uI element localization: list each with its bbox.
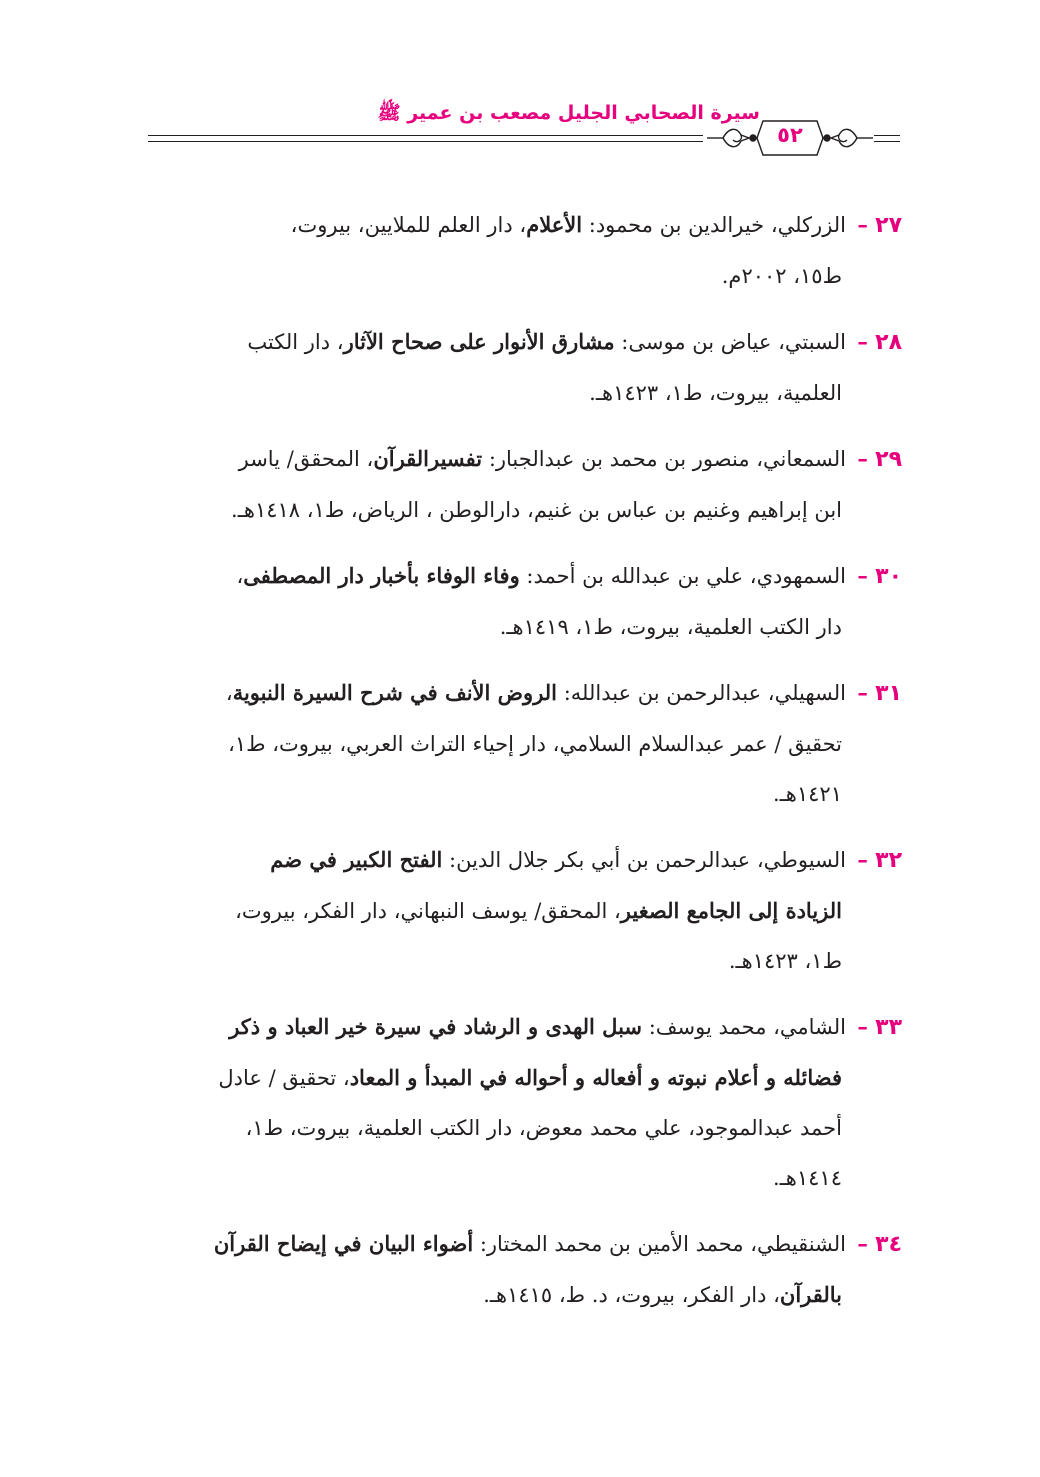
reference-publisher: ، دار الكتب bbox=[247, 330, 344, 354]
reference-number: ٣٣ bbox=[875, 1015, 902, 1040]
reference-item bbox=[140, 1002, 902, 1203]
reference-publisher: ، دار العلم للملايين، بيروت، bbox=[290, 213, 527, 237]
reference-dash: – bbox=[850, 847, 876, 872]
reference-publisher: ، المحقق/ يوسف النبهاني، دار الفكر، بيروت، bbox=[235, 899, 621, 923]
reference-dash: – bbox=[850, 680, 876, 705]
reference-item bbox=[140, 317, 902, 418]
header-rule-right-bottom bbox=[874, 141, 900, 142]
reference-dash: – bbox=[850, 1014, 876, 1039]
reference-dash: – bbox=[850, 1231, 876, 1256]
reference-author: الزركلي، خيرالدين بن محمود: bbox=[582, 213, 847, 237]
reference-continuation bbox=[140, 886, 902, 936]
reference-title: أضواء البيان في إيضاح القرآن bbox=[213, 1231, 474, 1256]
reference-item bbox=[140, 668, 902, 819]
reference-author: السيوطي، عبدالرحمن بن أبي بكر جلال الدين: bbox=[442, 848, 847, 872]
reference-author: الشنقيطي، محمد الأمين بن محمد المختار: bbox=[473, 1232, 847, 1256]
reference-continuation: ابن إبراهيم وغنيم بن عباس بن غنيم، دارالوطن ، الرياض، ط١، ١٤١٨هـ. bbox=[231, 498, 842, 522]
reference-number: ٢٨ bbox=[875, 330, 902, 355]
reference-continuation: ط١٥، ٢٠٠٢م. bbox=[721, 264, 842, 288]
reference-dash: – bbox=[850, 563, 876, 588]
reference-dash: – bbox=[850, 329, 876, 354]
reference-author: السهيلي، عبدالرحمن بن عبدالله: bbox=[557, 681, 847, 705]
reference-continuation: ١٤٢١هـ. bbox=[772, 782, 842, 806]
reference-author: السمهودي، علي بن عبدالله بن أحمد: bbox=[519, 564, 847, 588]
reference-title: الروض الأنف في شرح السيرة النبوية bbox=[232, 680, 558, 705]
header-rule-right-top bbox=[874, 135, 900, 136]
reference-continuation: العلمية، بيروت، ط١، ١٤٢٣هـ. bbox=[589, 381, 842, 405]
header-rule-bottom bbox=[148, 141, 703, 142]
page-header bbox=[140, 95, 900, 165]
running-title: سيرة الصحابي الجليل مصعب بن عمير ﷺ bbox=[377, 102, 760, 124]
reference-dash: – bbox=[850, 446, 876, 471]
reference-title: الفتح الكبير في ضم bbox=[270, 847, 443, 872]
reference-publisher: ، المحقق/ ياسر bbox=[238, 447, 374, 471]
reference-publisher: ، تحقيق / عادل bbox=[218, 1066, 350, 1090]
reference-title: مشارق الأنوار على صحاح الآثار bbox=[343, 329, 615, 354]
reference-publisher: ، bbox=[225, 681, 233, 705]
reference-title: سبل الهدى و الرشاد في سيرة خير العباد و ذكر bbox=[229, 1014, 643, 1039]
reference-continuation: تحقيق / عمر عبدالسلام السلامي، دار إحياء التراث العربي، بيروت، ط١، bbox=[228, 732, 842, 756]
reference-continuation: ط١، ١٤٢٣هـ. bbox=[728, 949, 842, 973]
reference-continuation bbox=[140, 1270, 902, 1320]
reference-number: ٣١ bbox=[875, 681, 902, 706]
reference-title-continued: فضائله و أعلام نبوته و أفعاله و أحواله في المبدأ و المعاد bbox=[349, 1065, 842, 1090]
reference-number: ٣٢ bbox=[875, 848, 902, 873]
reference-item bbox=[140, 835, 902, 986]
reference-item bbox=[140, 551, 902, 652]
reference-item bbox=[140, 434, 902, 535]
reference-continuation: أحمد عبدالموجود، علي محمد معوض، دار الكتب العلمية، بيروت، ط١، bbox=[245, 1116, 842, 1140]
reference-title: الأعلام bbox=[526, 212, 583, 237]
header-rule-top bbox=[148, 135, 703, 136]
reference-dash: – bbox=[850, 212, 876, 237]
reference-number: ٣٤ bbox=[875, 1232, 902, 1257]
references-list bbox=[140, 200, 902, 1336]
reference-number: ٣٠ bbox=[875, 564, 902, 589]
reference-title: تفسيرالقرآن bbox=[373, 446, 483, 471]
reference-title: وفاء الوفاء بأخبار دار المصطفى bbox=[243, 563, 520, 588]
reference-number: ٢٩ bbox=[875, 447, 902, 472]
reference-continuation bbox=[140, 1053, 902, 1103]
page-number: ٥٢ bbox=[777, 123, 803, 147]
reference-title-continued: بالقرآن bbox=[779, 1282, 842, 1307]
reference-continuation: دار الكتب العلمية، بيروت، ط١، ١٤١٩هـ. bbox=[499, 615, 842, 639]
reference-number: ٢٧ bbox=[875, 213, 902, 238]
reference-author: السمعاني، منصور بن محمد بن عبدالجبار: bbox=[482, 447, 847, 471]
reference-continuation: ١٤١٤هـ. bbox=[772, 1166, 842, 1190]
reference-author: الشامي، محمد يوسف: bbox=[642, 1015, 847, 1039]
reference-title-continued: الزيادة إلى الجامع الصغير bbox=[620, 898, 842, 923]
reference-item bbox=[140, 200, 902, 301]
reference-author: السبتي، عياض بن موسى: bbox=[614, 330, 847, 354]
reference-publisher: ، دار الفكر، بيروت، د. ط، ١٤١٥هـ. bbox=[483, 1283, 780, 1307]
reference-item bbox=[140, 1219, 902, 1320]
reference-publisher: ، bbox=[236, 564, 244, 588]
